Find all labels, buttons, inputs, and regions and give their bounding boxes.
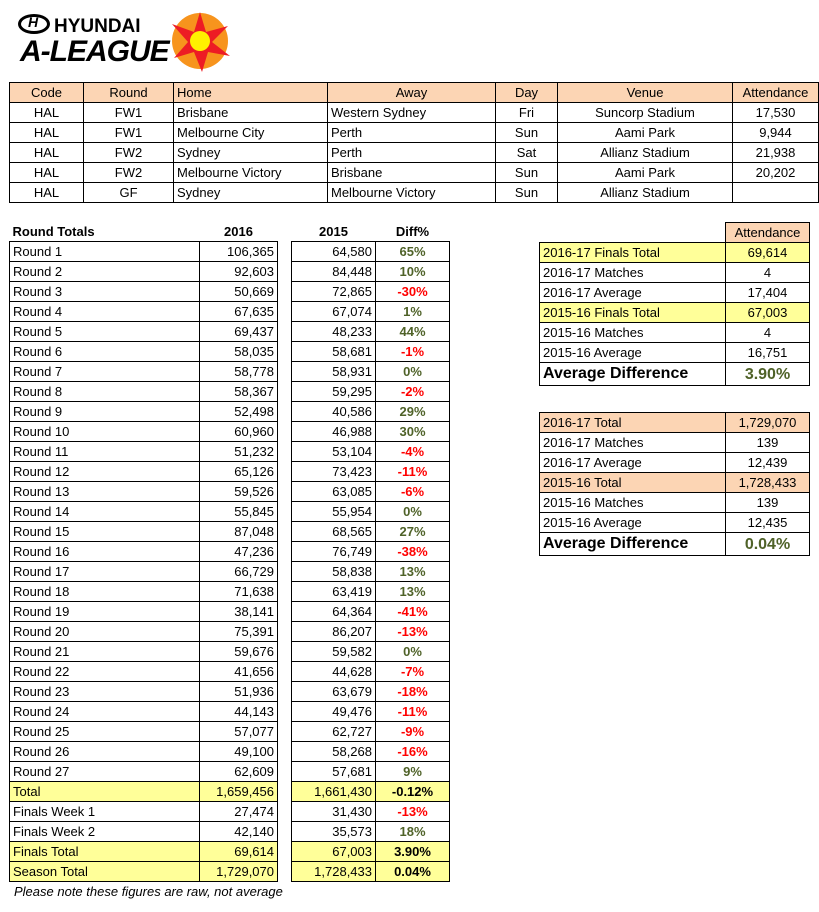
finals-average-difference-row: Average Difference 3.90% bbox=[540, 363, 810, 386]
table-row: Round 8 58,367 bbox=[10, 382, 278, 402]
table-row: 2016-17 Matches 4 bbox=[540, 263, 810, 283]
table-row: 1,661,430 -0.12% bbox=[292, 782, 450, 802]
table-row: Finals Total 69,614 bbox=[10, 842, 278, 862]
table-row: Round 1 106,365 bbox=[10, 242, 278, 262]
table-row: HAL FW2 Sydney Perth Sat Allianz Stadium 21,938 bbox=[10, 143, 819, 163]
raw-figures-note: Please note these figures are raw, not average bbox=[14, 884, 283, 899]
finals-summary-table bbox=[539, 222, 810, 386]
table-row: 2015-16 Finals Total 67,003 bbox=[540, 303, 810, 323]
table-row: 48,233 44% bbox=[292, 322, 450, 342]
table-row: 2016-17 Finals Total 69,614 bbox=[540, 243, 810, 263]
table-row: Round 14 55,845 bbox=[10, 502, 278, 522]
table-row: Round 21 59,676 bbox=[10, 642, 278, 662]
header-day: Day bbox=[496, 83, 558, 103]
table-row: Round 16 47,236 bbox=[10, 542, 278, 562]
hyundai-wordmark: HHYUNDAI bbox=[18, 14, 141, 38]
table-row: 1,728,433 0.04% bbox=[292, 862, 450, 882]
table-row: 58,838 13% bbox=[292, 562, 450, 582]
table-row: Round 27 62,609 bbox=[10, 762, 278, 782]
table-row: HAL FW1 Brisbane Western Sydney Fri Suncorp Stadium 17,530 bbox=[10, 103, 819, 123]
table-row: Round 6 58,035 bbox=[10, 342, 278, 362]
header-round: Round bbox=[84, 83, 174, 103]
header-away: Away bbox=[328, 83, 496, 103]
table-row: Finals Week 1 27,474 bbox=[10, 802, 278, 822]
table-row: 31,430 -13% bbox=[292, 802, 450, 822]
season-summary-table bbox=[539, 412, 810, 556]
table-row: 72,865 -30% bbox=[292, 282, 450, 302]
table-row: 57,681 9% bbox=[292, 762, 450, 782]
table-row: HAL FW2 Melbourne Victory Brisbane Sun Aami Park 20,202 bbox=[10, 163, 819, 183]
table-row: 2015-16 Average 16,751 bbox=[540, 343, 810, 363]
finals-attendance-header: Attendance bbox=[726, 223, 810, 243]
table-row: 64,364 -41% bbox=[292, 602, 450, 622]
table-row: Round 5 69,437 bbox=[10, 322, 278, 342]
table-row: 2015-16 Average 12,435 bbox=[540, 513, 810, 533]
table-row: Round 15 87,048 bbox=[10, 522, 278, 542]
round-comparison-table bbox=[291, 222, 450, 882]
header-code: Code bbox=[10, 83, 84, 103]
round-totals-header-row bbox=[10, 222, 278, 242]
header-attendance: Attendance bbox=[733, 83, 819, 103]
table-row: Round 18 71,638 bbox=[10, 582, 278, 602]
table-row: 55,954 0% bbox=[292, 502, 450, 522]
header-diff: Diff% bbox=[395, 224, 430, 239]
fixtures-table bbox=[9, 82, 819, 203]
table-row: Round 7 58,778 bbox=[10, 362, 278, 382]
table-row: HAL GF Sydney Melbourne Victory Sun Allianz Stadium bbox=[10, 183, 819, 203]
a-league-logo bbox=[18, 8, 218, 72]
table-row: Round 17 66,729 bbox=[10, 562, 278, 582]
table-row: 64,580 65% bbox=[292, 242, 450, 262]
table-row: 68,565 27% bbox=[292, 522, 450, 542]
round-comparison-header-row bbox=[292, 222, 450, 242]
table-row: Round 26 49,100 bbox=[10, 742, 278, 762]
table-row: 53,104 -4% bbox=[292, 442, 450, 462]
table-row: 2015-16 Matches 4 bbox=[540, 323, 810, 343]
a-league-wordmark: A-LEAGUE bbox=[20, 35, 169, 68]
fixtures-header-row bbox=[10, 83, 819, 103]
table-row: 84,448 10% bbox=[292, 262, 450, 282]
header-round-totals: Round Totals bbox=[12, 224, 95, 239]
table-row: 58,681 -1% bbox=[292, 342, 450, 362]
table-row: Round 3 50,669 bbox=[10, 282, 278, 302]
table-row: 40,586 29% bbox=[292, 402, 450, 422]
header-2015: 2015 bbox=[319, 224, 348, 239]
table-row: 67,074 1% bbox=[292, 302, 450, 322]
table-row: 63,085 -6% bbox=[292, 482, 450, 502]
table-row: 59,295 -2% bbox=[292, 382, 450, 402]
table-row: Round 9 52,498 bbox=[10, 402, 278, 422]
table-row: 46,988 30% bbox=[292, 422, 450, 442]
table-row: 35,573 18% bbox=[292, 822, 450, 842]
table-row: Round 10 60,960 bbox=[10, 422, 278, 442]
table-row: 62,727 -9% bbox=[292, 722, 450, 742]
table-row: 73,423 -11% bbox=[292, 462, 450, 482]
table-row: Round 2 92,603 bbox=[10, 262, 278, 282]
table-row: 2015-16 Matches 139 bbox=[540, 493, 810, 513]
table-row: 76,749 -38% bbox=[292, 542, 450, 562]
season-average-difference-row: Average Difference 0.04% bbox=[540, 533, 810, 556]
table-row: 44,628 -7% bbox=[292, 662, 450, 682]
table-row: 49,476 -11% bbox=[292, 702, 450, 722]
table-row: 63,679 -18% bbox=[292, 682, 450, 702]
table-row: 86,207 -13% bbox=[292, 622, 450, 642]
table-row: Round 25 57,077 bbox=[10, 722, 278, 742]
table-row: 58,268 -16% bbox=[292, 742, 450, 762]
hyundai-emblem-icon bbox=[18, 14, 50, 34]
table-row: Finals Week 2 42,140 bbox=[10, 822, 278, 842]
header-venue: Venue bbox=[558, 83, 733, 103]
table-row: Round 11 51,232 bbox=[10, 442, 278, 462]
table-row: Round 22 41,656 bbox=[10, 662, 278, 682]
table-row: 63,419 13% bbox=[292, 582, 450, 602]
table-row: 59,582 0% bbox=[292, 642, 450, 662]
table-row: Season Total 1,729,070 bbox=[10, 862, 278, 882]
table-row: Total 1,659,456 bbox=[10, 782, 278, 802]
table-row: 58,931 0% bbox=[292, 362, 450, 382]
table-row: 2016-17 Average 12,439 bbox=[540, 453, 810, 473]
table-row: HAL FW1 Melbourne City Perth Sun Aami Park 9,944 bbox=[10, 123, 819, 143]
table-row: 2016-17 Matches 139 bbox=[540, 433, 810, 453]
header-home: Home bbox=[174, 83, 328, 103]
table-row: 67,003 3.90% bbox=[292, 842, 450, 862]
table-row: 2015-16 Total 1,728,433 bbox=[540, 473, 810, 493]
table-row: Round 4 67,635 bbox=[10, 302, 278, 322]
table-row: Round 23 51,936 bbox=[10, 682, 278, 702]
table-row: 2016-17 Average 17,404 bbox=[540, 283, 810, 303]
round-totals-table bbox=[9, 222, 278, 882]
table-row: Round 19 38,141 bbox=[10, 602, 278, 622]
table-row: 2016-17 Total 1,729,070 bbox=[540, 413, 810, 433]
header-2016: 2016 bbox=[224, 224, 253, 239]
table-row: Round 20 75,391 bbox=[10, 622, 278, 642]
table-row: Round 24 44,143 bbox=[10, 702, 278, 722]
flame-star-icon bbox=[166, 8, 236, 74]
table-row: Round 13 59,526 bbox=[10, 482, 278, 502]
table-row: Round 12 65,126 bbox=[10, 462, 278, 482]
